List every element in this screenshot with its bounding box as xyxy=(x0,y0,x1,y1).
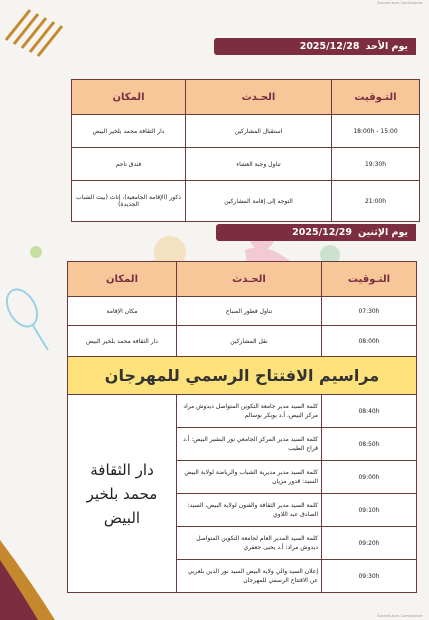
day2-schedule-table xyxy=(67,261,417,593)
row-event: التوجه إلى إقامة المشاركين xyxy=(186,181,332,222)
row-event: كلمة السيد المدير العام لجامعة التكوين المتواصل ديدوش مراد: أ.د يحيى جعفري xyxy=(177,527,322,560)
row-time: 08:50h xyxy=(322,428,417,461)
row-venue: دار الثقافة محمد بلخير البيض xyxy=(72,115,186,148)
table-row xyxy=(72,148,420,181)
row-event: كلمة السيد مدير الثقافة والفنون لولاية البيض، السيد: الصادق عبد اللاوي xyxy=(177,494,322,527)
day1-header-row xyxy=(72,80,420,115)
row-event: استقبال المشاركين xyxy=(186,115,332,148)
row-time: 09:20h xyxy=(322,527,417,560)
ceremony-title-row xyxy=(68,357,417,395)
day2-header-venue: المكان xyxy=(68,262,177,297)
day1-header-event: الحـدث xyxy=(186,80,332,115)
row-time: 19:30h xyxy=(332,148,420,181)
day1-date: 2025/12/28 xyxy=(299,41,360,52)
row-event: تناول وجبة العشاء xyxy=(186,148,332,181)
ceremony-venue: دار الثقافة محمد بلخير البيض xyxy=(68,395,177,593)
day1-banner xyxy=(214,38,416,55)
row-event: إعلان السيد والي ولاية البيض السيد نور الدين بلعربي عن الافتتاح الرسمي للمهرجان xyxy=(177,560,322,593)
row-time: 15:00 - 18:00h xyxy=(332,115,420,148)
row-time: 08:40h xyxy=(322,395,417,428)
table-row xyxy=(68,395,417,428)
day2-header-time: التـوقيت xyxy=(322,262,417,297)
row-time: 07:30h xyxy=(322,297,417,326)
table-row xyxy=(68,326,417,357)
scanner-watermark-bottom: Scanné avec CamScanner xyxy=(377,614,423,618)
row-venue: مكان الإقامة xyxy=(68,297,177,326)
day2-name: يوم الإثنين xyxy=(358,227,408,238)
ceremony-title: مراسيم الافتتاح الرسمي للمهرجان xyxy=(68,357,417,395)
day2-banner xyxy=(216,224,416,241)
decorative-corner xyxy=(0,520,60,620)
row-time: 09:00h xyxy=(322,461,417,494)
table-row xyxy=(72,115,420,148)
row-venue: فندق ناجم xyxy=(72,148,186,181)
row-venue: ذكور (الإقامة الجامعية)، إناث (بيت الشباب الجديدة) xyxy=(72,181,186,222)
row-event: تناول فطور الصباح xyxy=(177,297,322,326)
table-row xyxy=(72,181,420,222)
row-event: كلمة السيد مدير مديرية الشباب والرياضة لولاية البيض السيد: قدور مزيان xyxy=(177,461,322,494)
day1-header-venue: المكان xyxy=(72,80,186,115)
day1-header-time: التـوقيت xyxy=(332,80,420,115)
row-event: كلمة السيد مدير المركز الجامعي نور البشير البيض: أ.د قراح الطيب xyxy=(177,428,322,461)
day1-name: يوم الأحد xyxy=(365,41,408,52)
day1-schedule-table xyxy=(71,79,420,222)
row-time: 09:30h xyxy=(322,560,417,593)
day2-date: 2025/12/29 xyxy=(292,227,352,238)
row-event: نقل المشاركين xyxy=(177,326,322,357)
day2-header-row xyxy=(68,262,417,297)
row-time: 09:10h xyxy=(322,494,417,527)
row-time: 21:00h xyxy=(332,181,420,222)
scanner-watermark-top: Scanné avec CamScanner xyxy=(377,1,423,5)
day2-header-event: الحـدث xyxy=(177,262,322,297)
row-time: 08:00h xyxy=(322,326,417,357)
row-venue: دار الثقافة محمد بلخير البيض xyxy=(68,326,177,357)
row-event: كلمة السيد مدير جامعة التكوين المتواصل ديدوش مراد مركز البيض، أ.د بوبكر بوسالم xyxy=(177,395,322,428)
table-row xyxy=(68,297,417,326)
